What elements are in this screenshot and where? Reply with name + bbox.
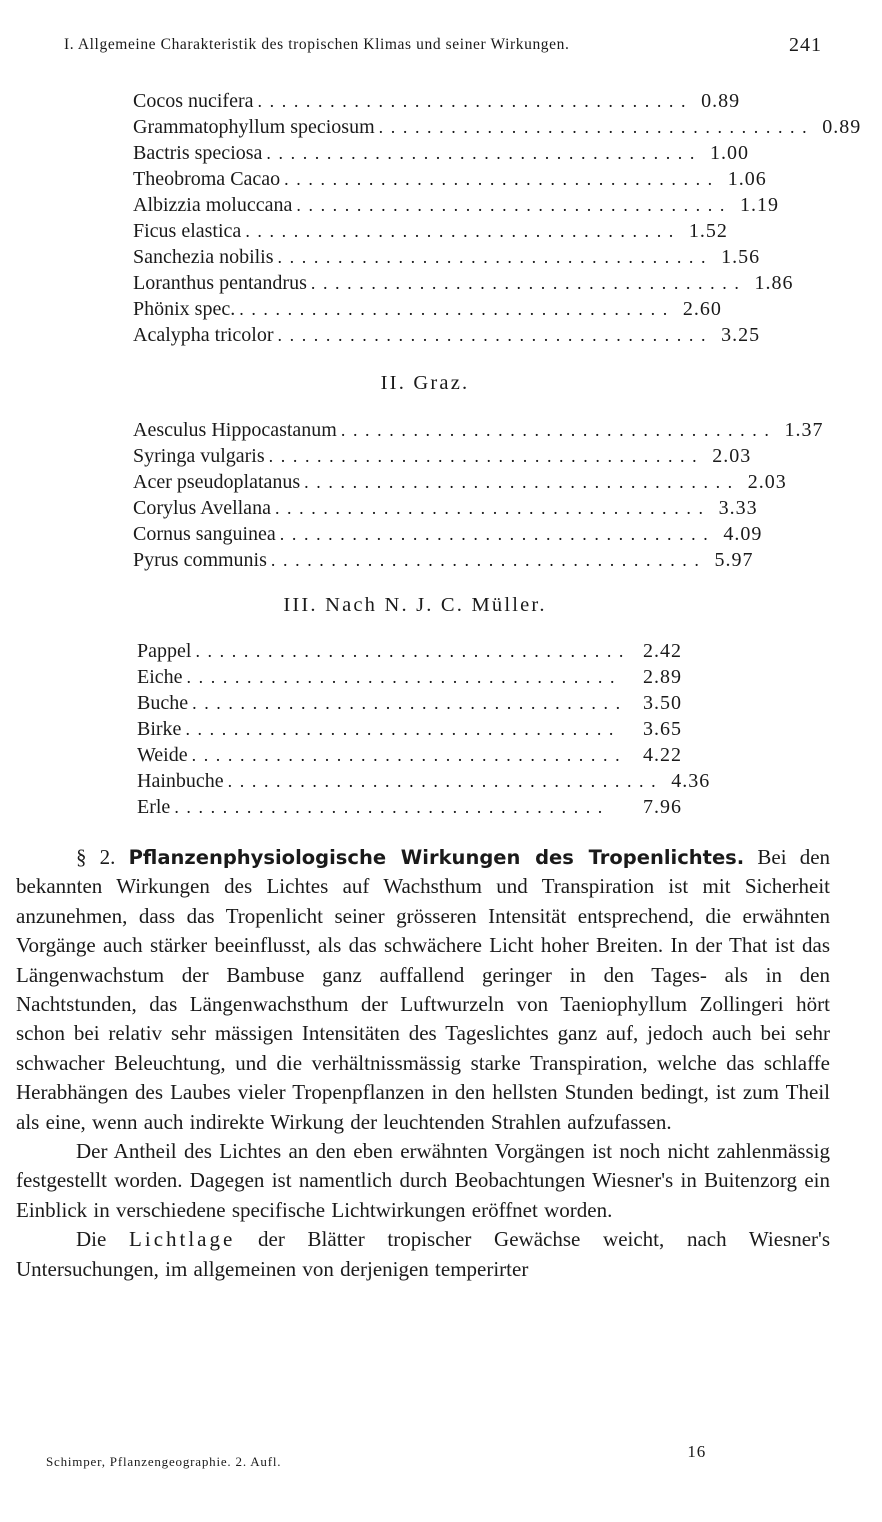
footer — [46, 1442, 706, 1472]
leader-dots: .................................... — [277, 325, 714, 345]
table-row — [137, 664, 703, 690]
table-row — [133, 218, 728, 244]
species-name: Pappel — [137, 640, 192, 662]
table-graz — [133, 417, 824, 573]
species-name: Cocos nucifera — [133, 90, 254, 112]
table-row — [133, 114, 862, 140]
species-name: Erle — [137, 796, 171, 818]
leader-dots: .................................... — [310, 273, 747, 293]
species-name: Loranthus pentandrus — [133, 272, 307, 294]
species-name: Grammatophyllum speciosum — [133, 116, 375, 138]
ratio-value: 1.52 — [688, 220, 728, 242]
ratio-value: 1.86 — [754, 272, 794, 294]
table-row — [133, 166, 767, 192]
running-header — [64, 34, 824, 60]
spaced-term: Lichtlage — [129, 1227, 236, 1252]
paragraph-1 — [16, 843, 830, 1137]
ratio-value: 0.89 — [822, 116, 862, 138]
species-name: Ficus elastica — [133, 220, 242, 242]
table-row — [133, 417, 824, 443]
table-row — [133, 296, 722, 322]
table-row — [137, 690, 703, 716]
leader-dots: .................................... — [266, 143, 703, 163]
species-name: Aesculus Hippocastanum — [133, 419, 337, 441]
table-row — [133, 88, 741, 114]
species-name: Cornus sanguinea — [133, 523, 276, 545]
leader-dots: .................................... — [270, 550, 707, 570]
leader-dots: .................................... — [277, 247, 714, 267]
paragraph-1-text: Bei den bekannten Wirkungen des Lichtes auf Wachsthum und Transpiration ist mit Sicherheit anzunehmen, dass das Tropenlicht seiner grösseren Intensität entsprechend, die erwähnten Vorgänge auch stärker beeinflusst, als das schwächere Licht hoher Breiten. In der That ist das Längenwachstum der Bambuse ganz auffallend geringer in den Tages- als in den Nachtstunden, das Längenwachsthum der Luftwurzeln von Taeniophyllum Zollingeri hört schon bei relativ sehr mässigen Intensitäten des Tageslichtes ganz auf, jedoch auch bei sehr schwacher Beleuchtung, und die verhältnissmässig starke Transpiration, welche das schlaffe Herabhängen des Laubes vieler Tropenpflanzen in den hellsten Stunden bedingt, ist zum Theil als eine, wenn auch indirekte Wirkung der leuchtenden Strahlen aufzufassen. — [16, 845, 831, 1134]
leader-dots: .................................... — [186, 667, 623, 687]
leader-dots: .................................... — [268, 446, 705, 466]
table-row — [133, 547, 754, 573]
paragraph-3: Die Lichtlage der Blätter tropischer Gewächse weicht, nach Wiesner's Untersuchungen, im allgemeinen von derjenigen temperirter — [16, 1227, 831, 1281]
species-name: Acer pseudoplatanus — [133, 471, 301, 493]
section-heading-graz: II. Graz. — [380, 372, 470, 394]
species-name: Eiche — [137, 666, 183, 688]
ratio-value: 4.22 — [643, 744, 682, 766]
leader-dots: .................................... — [195, 641, 632, 661]
table-row — [133, 443, 752, 469]
table-row — [133, 495, 758, 521]
ratio-value: 1.19 — [739, 194, 779, 216]
leader-dots: .................................... — [227, 771, 664, 791]
table-row — [133, 521, 763, 547]
ratio-value: 1.06 — [727, 168, 767, 190]
leader-dots: .................................... — [257, 91, 694, 111]
page-number: 241 — [789, 34, 822, 56]
leader-dots: .................................... — [245, 221, 681, 241]
species-name: Albizzia moluccana — [133, 194, 293, 216]
ratio-value: 4.09 — [723, 523, 763, 545]
species-name: Phönix spec. — [133, 298, 236, 320]
ratio-value: 0.89 — [701, 90, 741, 112]
ratio-value: 4.36 — [671, 770, 711, 792]
leader-dots: .................................... — [340, 420, 777, 440]
section-marker: § 2. — [76, 845, 116, 869]
ratio-value: 1.00 — [710, 142, 750, 164]
species-name: Birke — [137, 718, 182, 740]
ratio-value: 7.96 — [643, 796, 682, 818]
section-title: Pflanzenphysiologische Wirkungen des Tropenlichtes. — [128, 846, 745, 869]
header-title: I. Allgemeine Charakteristik des tropischen Klimas und seiner Wirkungen. — [64, 36, 570, 53]
leader-dots: .................................... — [304, 472, 740, 492]
species-name: Theobroma Cacao — [133, 168, 281, 190]
paragraph-2: Der Antheil des Lichtes an den eben erwähnten Vorgängen ist noch nicht zahlenmässig festgestellt worden. Dagegen ist namentlich durch Beobachtungen Wiesner's in Buitenzorg ein Einblick in verschiedene specifische Lichtwirkungen eröffnet worden. — [16, 1139, 830, 1222]
species-name: Corylus Avellana — [133, 497, 271, 519]
ratio-value: 1.56 — [721, 246, 761, 268]
leader-dots: .................................... — [191, 745, 628, 765]
footer-imprint: Schimper, Pflanzengeographie. 2. Aufl. — [46, 1454, 282, 1469]
leader-dots: .................................... — [279, 524, 716, 544]
ratio-value: 3.25 — [721, 324, 761, 346]
ratio-value: 2.42 — [643, 640, 682, 662]
body-text — [16, 843, 830, 1284]
table-mueller — [137, 638, 711, 820]
ratio-value: 2.03 — [747, 471, 787, 493]
leader-dots: .................................... — [296, 195, 732, 215]
table-row — [133, 270, 794, 296]
table-row — [133, 140, 750, 166]
leader-dots: .................................... — [174, 797, 610, 817]
table-row — [133, 192, 779, 218]
table-tropical — [133, 88, 862, 348]
species-name: Sanchezia nobilis — [133, 246, 274, 268]
leader-dots: .................................... — [192, 693, 628, 713]
section-heading-mueller: III. Nach N. J. C. Müller. — [283, 594, 547, 616]
table-row — [137, 716, 703, 742]
leader-dots: .................................... — [274, 498, 711, 518]
table-row — [137, 638, 703, 664]
ratio-value: 2.60 — [682, 298, 722, 320]
leader-dots: .................................... — [284, 169, 720, 189]
species-name: Bactris speciosa — [133, 142, 263, 164]
leader-dots: .................................... — [185, 719, 622, 739]
table-row — [137, 768, 711, 794]
species-name: Buche — [137, 692, 189, 714]
species-name: Pyrus communis — [133, 549, 267, 571]
table-row — [133, 469, 787, 495]
ratio-value: 3.50 — [643, 692, 682, 714]
species-name: Hainbuche — [137, 770, 224, 792]
ratio-value: 3.65 — [643, 718, 682, 740]
ratio-value: 2.89 — [643, 666, 682, 688]
table-row — [137, 742, 703, 768]
signature-mark: 16 — [687, 1442, 706, 1461]
table-row — [133, 322, 761, 348]
ratio-value: 3.33 — [718, 497, 758, 519]
leader-dots: .................................... — [239, 299, 675, 319]
species-name: Weide — [137, 744, 188, 766]
ratio-value: 2.03 — [712, 445, 752, 467]
ratio-value: 5.97 — [714, 549, 754, 571]
leader-dots: .................................... — [378, 117, 815, 137]
table-row — [133, 244, 761, 270]
table-row — [137, 794, 703, 820]
ratio-value: 1.37 — [784, 419, 824, 441]
species-name: Syringa vulgaris — [133, 445, 265, 467]
species-name: Acalypha tricolor — [133, 324, 274, 346]
